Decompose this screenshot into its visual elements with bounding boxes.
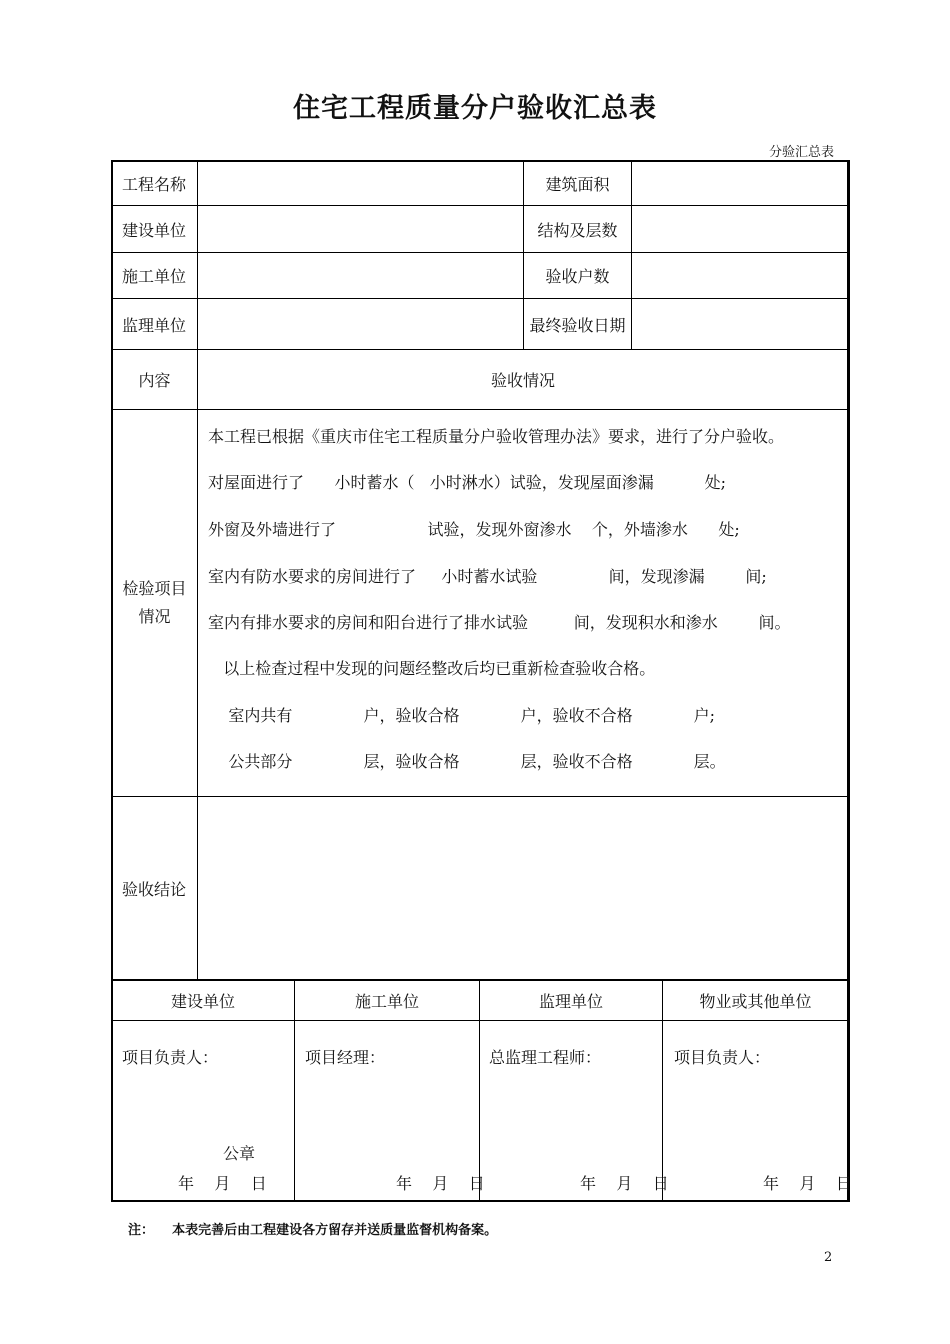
party-date: 年 月 日: [580, 1174, 669, 1193]
rule: [631, 162, 632, 349]
party-signer: 项目负责人：: [122, 1048, 219, 1067]
conclusion-label: 验收结论: [122, 879, 187, 899]
final-date-label: 最终验收日期: [529, 315, 626, 335]
rule: [112, 252, 848, 253]
inspection-line: 室内共有 户，验收合格 户，验收不合格 户;: [208, 706, 716, 725]
inspection-line: 室内有排水要求的房间和阳台进行了排水试验 间，发现积水和渗水 间。: [208, 613, 791, 632]
rule: [112, 796, 848, 797]
party-signer: 项目经理：: [305, 1048, 386, 1067]
party-name: 施工单位: [354, 992, 419, 1011]
page-title: 住宅工程质量分户验收汇总表: [293, 93, 657, 124]
page-number: 2: [824, 1250, 833, 1265]
inspection-line: 公共部分 层，验收合格 层，验收不合格 层。: [208, 752, 726, 771]
rule: [112, 409, 848, 410]
structure-label: 结构及层数: [537, 220, 618, 240]
inspection-label-line1: 检验项目: [122, 579, 187, 598]
inspection-label: [112, 410, 197, 796]
party-signer: 项目负责人：: [674, 1048, 771, 1067]
inspection-line: 本工程已根据《重庆市住宅工程质量分户验收管理办法》要求，进行了分户验收。: [208, 427, 785, 446]
rule: [112, 298, 848, 299]
rule: [112, 1020, 848, 1021]
content-header-left: 内容: [138, 371, 171, 390]
party-name: 监理单位: [538, 992, 603, 1011]
form-code: 分验汇总表: [768, 145, 834, 160]
inspection-line: 对屋面进行了 小时蓄水（ 小时淋水）试验，发现屋面渗漏 处;: [208, 473, 727, 492]
party-name: 物业或其他单位: [699, 992, 812, 1011]
inspection-line: 外窗及外墙进行了 试验，发现外窗渗水 个，外墙渗水 处;: [208, 520, 740, 539]
party-date: 年 月 日: [178, 1174, 267, 1193]
supervisor-label: 监理单位: [122, 315, 187, 335]
contractor-label: 施工单位: [122, 267, 187, 286]
project-name-label: 工程名称: [122, 175, 187, 194]
footnote: 注： 本表完善后由工程建设各方留存并送质量监督机构备案。: [128, 1223, 498, 1238]
party-signer: 总监理工程师：: [489, 1048, 602, 1067]
rule: [112, 205, 848, 206]
party-name: 建设单位: [170, 992, 235, 1011]
rule: [197, 162, 198, 980]
party-date: 年 月 日: [763, 1174, 852, 1193]
inspection-line: 以上检查过程中发现的问题经整改后均已重新检查验收合格。: [208, 659, 656, 678]
building-area-label: 建筑面积: [545, 175, 610, 194]
households-label: 验收户数: [545, 267, 610, 286]
party-date: 年 月 日: [396, 1174, 485, 1193]
inspection-label-line2: 情况: [138, 607, 171, 626]
seal-label: 公章: [223, 1144, 256, 1163]
content-header-right: 验收情况: [490, 371, 555, 390]
inspection-line: 室内有防水要求的房间进行了 小时蓄水试验 间，发现渗漏 间;: [208, 567, 767, 586]
builder-label: 建设单位: [122, 220, 187, 240]
